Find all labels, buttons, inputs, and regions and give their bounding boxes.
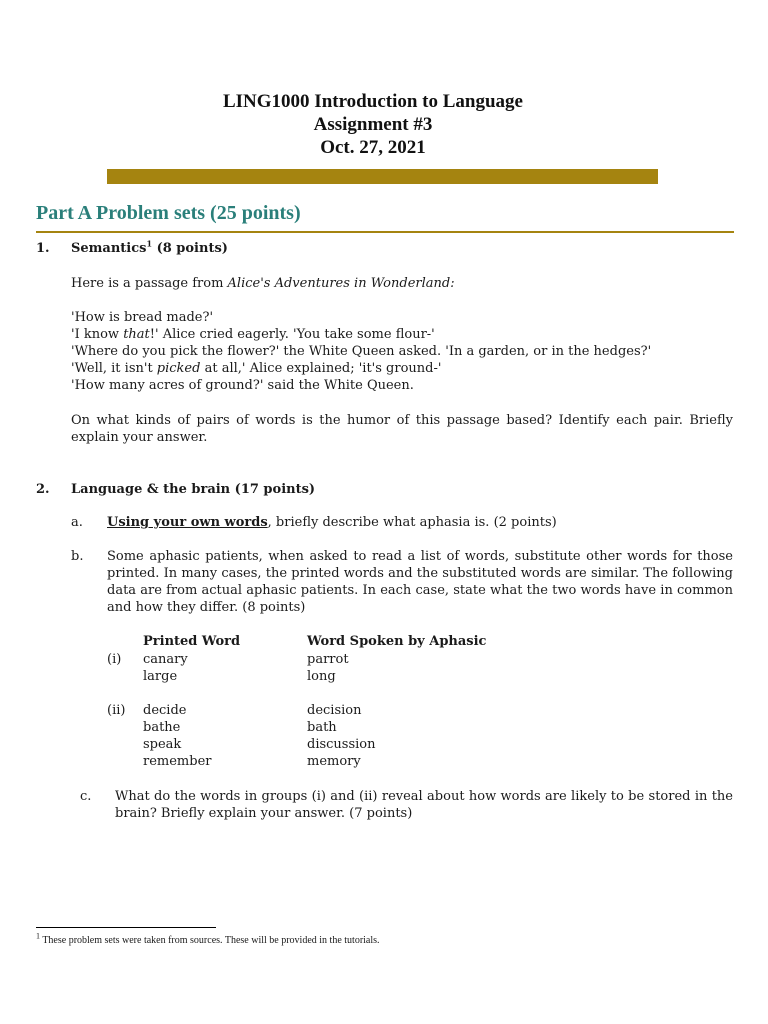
q2b-label: b. xyxy=(71,549,84,564)
group-ii-label: (ii) xyxy=(107,703,126,718)
q1-points: (8 points) xyxy=(152,241,228,256)
q2a-rest: , briefly describe what aphasia is. (2 points) xyxy=(267,515,557,530)
gold-divider-bar xyxy=(107,169,658,184)
part-a-rule xyxy=(36,231,734,233)
q1-intro-prefix: Here is a passage from xyxy=(71,276,228,291)
passage-line-4-a: 'Well, it isn't xyxy=(71,361,157,376)
q1-number: 1. xyxy=(36,241,50,256)
table-row-spoken: long xyxy=(307,669,336,684)
passage-line-1: 'How is bread made?' xyxy=(71,310,214,325)
table-row-spoken: discussion xyxy=(307,737,376,752)
passage-line-2 xyxy=(71,326,435,343)
table-row-printed: canary xyxy=(143,652,188,667)
q1-intro xyxy=(71,275,455,292)
q1-footnote-mark: 1 xyxy=(146,238,153,249)
passage-line-5: 'How many acres of ground?' said the White Queen. xyxy=(71,378,414,393)
passage-line-2-b: !' Alice cried eagerly. 'You take some flour-' xyxy=(149,327,435,342)
q1-title-text: Semantics xyxy=(71,241,147,256)
footnote-text: These problem sets were taken from sources. These will be provided in the tutorials. xyxy=(40,935,380,946)
q1-question: On what kinds of pairs of words is the humor of this passage based? Identify each pair. Briefly explain your answer. xyxy=(71,413,733,445)
table-row-spoken: memory xyxy=(307,754,361,769)
table-row-printed: speak xyxy=(143,737,182,752)
q1-intro-book: Alice's Adventures in Wonderland: xyxy=(227,276,455,291)
q2-title-text: Language & the brain xyxy=(71,482,231,497)
q2-points: (17 points) xyxy=(230,482,316,497)
passage-line-3: 'Where do you pick the flower?' the White Queen asked. 'In a garden, or in the hedges?' xyxy=(71,344,652,359)
q1-title xyxy=(71,240,228,257)
q2-title xyxy=(71,481,315,498)
table-row-printed: large xyxy=(143,669,178,684)
part-a-heading: Part A Problem sets (25 points) xyxy=(36,202,301,224)
table-row-printed: decide xyxy=(143,703,187,718)
q2a-text xyxy=(107,514,557,531)
title-block xyxy=(0,90,746,159)
q2-number: 2. xyxy=(36,482,50,497)
passage-line-2-em: that xyxy=(123,327,150,342)
passage-line-4-em: picked xyxy=(156,361,201,376)
table-col-spoken: Word Spoken by Aphasic xyxy=(307,634,487,649)
q2a-underlined: Using your own words xyxy=(107,515,268,530)
footnote-mark: 1 xyxy=(36,931,40,941)
table-row-printed: remember xyxy=(143,754,212,769)
q2c-text: What do the words in groups (i) and (ii) reveal about how words are likely to be stored in the brain? Briefly explain your answer. (7 points) xyxy=(115,789,733,821)
passage-line-4-b: at all,' Alice explained; 'it's ground-' xyxy=(200,361,442,376)
assignment-title: Assignment #3 xyxy=(313,114,433,135)
footnote-rule xyxy=(36,927,216,928)
table-row-spoken: bath xyxy=(307,720,337,735)
table-row-spoken: decision xyxy=(307,703,362,718)
q2a-label: a. xyxy=(71,515,83,530)
assignment-date: Oct. 27, 2021 xyxy=(320,137,426,158)
footnote xyxy=(36,931,380,946)
table-col-printed: Printed Word xyxy=(143,634,241,649)
passage-line-4 xyxy=(71,360,441,377)
table-row-spoken: parrot xyxy=(307,652,349,667)
passage-line-2-a: 'I know xyxy=(71,327,124,342)
q2b-text: Some aphasic patients, when asked to read a list of words, substitute other words for those printed. In many cases, the printed words and the substituted words are similar. The following data are from actual aphasic patients. In each case, state what the two words have in common and how they differ. (8 points) xyxy=(107,549,733,615)
group-i-label: (i) xyxy=(107,652,122,667)
q2c-label: c. xyxy=(80,789,92,804)
course-title: LING1000 Introduction to Language xyxy=(222,91,523,112)
table-row-printed: bathe xyxy=(143,720,181,735)
